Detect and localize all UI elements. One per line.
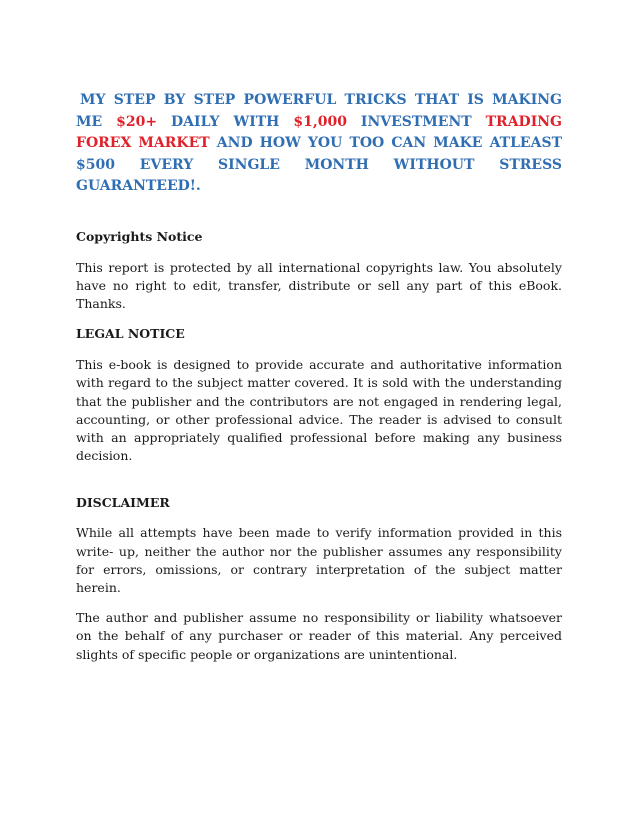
- legal-notice-paragraph: This e-book is designed to provide accurate and authoritative information with regard to the subject matter covered. It is sold with the understanding that the publisher and the contributors are not engaged in rendering legal, accounting, or other professional advice. The reader is advised to consult with an appropriately qualified professional before making any business decision.: [76, 357, 562, 464]
- title-text-1: MY STEP BY STEP POWERFUL TRICKS THAT IS MAKING ME: [76, 92, 562, 130]
- title-highlight-amount-daily: $20+: [116, 113, 158, 130]
- copyrights-heading: Copyrights Notice: [76, 228, 203, 244]
- disclaimer-heading: DISCLAIMER: [76, 495, 170, 511]
- disclaimer-paragraph-2: The author and publisher assume no responsibility or liability whatsoever on the behalf of any purchaser or reader of this material. Any perceived slights of specific people or organizations are unintentional.: [76, 610, 562, 662]
- document-content: [76, 90, 562, 664]
- title-text-2: DAILY WITH: [157, 113, 294, 130]
- document-title: [76, 90, 562, 198]
- title-highlight-investment-amount: $1,000: [293, 113, 347, 130]
- disclaimer-paragraph-1: While all attempts have been made to verify information provided in this write- up, neither the author nor the publisher assumes any responsibility for errors, omissions, or contrary interpretation of the subject matter herein.: [76, 525, 562, 595]
- title-text-4: AND HOW YOU TOO CAN MAKE ATLEAST $500 EVERY SINGLE MONTH WITHOUT STRESS GUARANTEED!.: [76, 135, 562, 194]
- title-text-3: INVESTMENT: [346, 113, 486, 130]
- title-highlight-trading-forex: TRADING FOREX MARKET: [76, 113, 562, 151]
- copyrights-paragraph: This report is protected by all international copyrights law. You absolutely have no right to edit, transfer, distribute or sell any part of this eBook. Thanks.: [76, 259, 562, 311]
- legal-notice-heading: LEGAL NOTICE: [76, 326, 185, 342]
